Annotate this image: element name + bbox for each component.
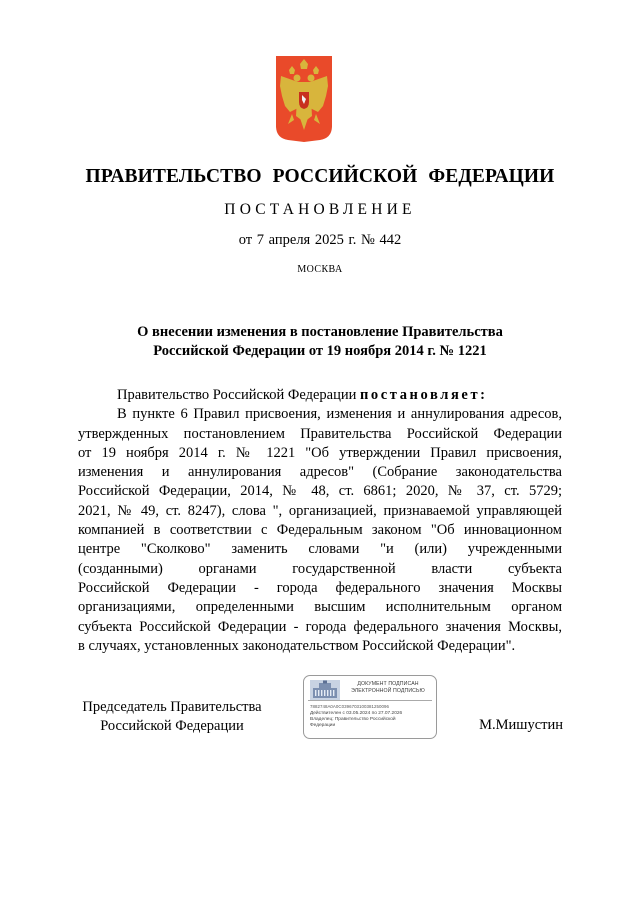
government-title: ПРАВИТЕЛЬСТВО РОССИЙСКОЙ ФЕДЕРАЦИИ <box>85 166 555 187</box>
enactment-clause <box>78 386 562 405</box>
paragraph-line: изменения и аннулирования адресов" (Собрание законодательства <box>78 464 562 481</box>
stamp-owner: Федерации <box>310 722 336 728</box>
paragraph-line: от 19 ноября 2014 г. № 1221 "Об утверждении Правил присвоения, <box>78 444 562 461</box>
signer-name: М.Мишустин <box>479 717 563 733</box>
paragraph-line: Российской Федерации, 2014, № 48, ст. 6861; 2020, № 37, ст. 5729; <box>78 483 562 500</box>
paragraph-line: Российской Федерации - города федерального значения Москвы <box>78 579 562 596</box>
stamp-divider <box>308 700 432 701</box>
stamp-certificate-number: 7882748A0A0C0396703100381250096 <box>310 704 389 709</box>
document-type: ПОСТАНОВЛЕНИЕ <box>224 201 416 218</box>
stamp-valid-dates: Действителен с 03.05.2024 по 27.07.2026 <box>310 711 403 716</box>
stamp-validity <box>310 711 434 728</box>
paragraph-line: В пункте 6 Правил присвоения, изменения и аннулирования адресов, <box>117 406 562 423</box>
document-subject <box>60 323 580 361</box>
signer-position-line: Российской Федерации <box>100 718 244 734</box>
electronic-signature-stamp <box>303 675 437 739</box>
subject-line: О внесении изменения в постановление Правительства <box>137 324 503 340</box>
enactment-verb: постановляет: <box>359 387 488 403</box>
stamp-heading <box>342 681 434 694</box>
coat-of-arms-icon <box>276 56 332 142</box>
paragraph-line: субъекта Российской Федерации - города федерального значения Москвы, <box>78 618 562 635</box>
document-city: МОСКВА <box>297 264 343 275</box>
paragraph-line: 2021, № 49, ст. 8247), слова ", организацией, признаваемой управляющей <box>78 502 562 519</box>
paragraph-line: (созданными) органами государственной власти субъекта <box>78 560 562 577</box>
document-body <box>78 386 562 656</box>
stamp-owner: Владелец: Правительство Российской <box>310 716 396 722</box>
paragraph-line: компанией в соответствии с Федеральным законом "Об инновационном <box>78 522 562 539</box>
signer-position-line: Председатель Правительства <box>82 699 262 715</box>
paragraph-line: в случаях, установленных законодательством Российской Федерации". <box>78 637 516 654</box>
paragraph-line: утвержденных постановлением Правительства Российской Федерации <box>78 425 562 442</box>
stamp-heading-line: ДОКУМЕНТ ПОДПИСАН <box>357 681 419 687</box>
paragraph-line: центре "Сколково" заменить словами "и (или) учрежденными <box>78 541 562 558</box>
stamp-heading-line: ЭЛЕКТРОННОЙ ПОДПИСЬЮ <box>351 687 425 694</box>
enactment-subject: Правительство Российской Федерации <box>117 387 357 403</box>
government-building-icon <box>310 680 340 700</box>
document-date-number: от 7 апреля 2025 г. № 442 <box>238 232 402 248</box>
subject-line: Российской Федерации от 19 ноября 2014 г. № 1221 <box>153 343 487 359</box>
signer-position <box>78 698 266 736</box>
paragraph-line: организациями, определенными высшим исполнительным органом <box>78 599 562 616</box>
